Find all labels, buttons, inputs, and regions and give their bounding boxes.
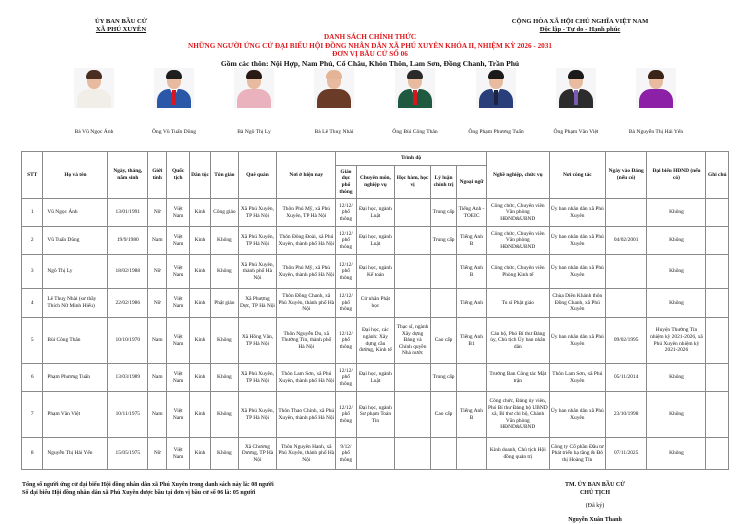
candidate-photo — [55, 68, 133, 135]
table-row — [22, 199, 729, 227]
cell-gender: Nữ — [148, 199, 167, 227]
candidate-photos — [55, 68, 684, 150]
cell-language — [457, 364, 487, 392]
cell-language — [457, 438, 487, 470]
cell-ethnicity: Kinh — [189, 255, 210, 289]
cell-name: Ngô Thị Ly — [43, 255, 108, 289]
cell-religion: Không — [211, 227, 238, 255]
cell-workplace: Thôn Lam Sơn, xã Phú Xuyên — [549, 364, 605, 392]
cell-ethnicity: Kinh — [189, 318, 210, 364]
col-name: Họ và tên — [43, 152, 108, 199]
cell-party-date: 05/11/2014 — [605, 364, 647, 392]
cell-degree — [395, 199, 431, 227]
cell-nationality: Việt Nam — [167, 289, 189, 318]
cell-language: Tiếng Anh - TOEIC — [457, 199, 487, 227]
col-language: Ngoại ngữ — [457, 166, 487, 199]
cell-hometown: Xã Phú Xuyên, TP Hà Nội — [238, 227, 277, 255]
cell-residence: Thôn Lam Sơn, xã Phú Xuyên, thành phố Hà Nội — [277, 364, 336, 392]
cell-council: Không — [647, 199, 706, 227]
cell-degree — [395, 227, 431, 255]
cell-religion: Không — [211, 392, 238, 438]
cell-general-edu: 12/12/ phổ thông — [336, 199, 356, 227]
cell-hometown: Xã Phú Xuyên, thành phố Hà Nội — [238, 255, 277, 289]
cell-specialty: Đại học, ngành Sư phạm Toán Tin — [356, 392, 395, 438]
cell-language: Tiếng Anh B — [457, 227, 487, 255]
cell-politics — [430, 255, 456, 289]
document-title — [150, 33, 590, 69]
authority-line-1: ỦY BAN BẦU CỬ — [94, 18, 148, 25]
cell-nationality: Việt Nam — [167, 364, 189, 392]
cell-party-date — [605, 255, 647, 289]
table-row — [22, 318, 729, 364]
cell-degree — [395, 255, 431, 289]
cell-religion: Phật giáo — [211, 289, 238, 318]
col-gender: Giới tính — [148, 152, 167, 199]
cell-degree — [395, 364, 431, 392]
cell-note — [706, 364, 729, 392]
cell-general-edu: 9/12/ phổ thông — [336, 438, 356, 470]
cell-note — [706, 227, 729, 255]
cell-religion: Công giáo — [211, 199, 238, 227]
cell-language: Tiếng Anh B — [457, 255, 487, 289]
cell-note — [706, 199, 729, 227]
portrait-image — [314, 68, 354, 108]
cell-workplace: Ủy ban nhân dân xã Phú Xuyên — [549, 392, 605, 438]
cell-politics: Cao cấp — [430, 392, 456, 438]
cell-general-edu: 12/12/ phổ thông — [336, 318, 356, 364]
portrait-image — [636, 68, 676, 108]
sign-status: (Đã ký) — [585, 503, 605, 510]
cell-dob: 18/02/1988 — [108, 255, 148, 289]
table-row — [22, 392, 729, 438]
cell-ethnicity: Kinh — [189, 227, 210, 255]
cell-stt: 3 — [22, 255, 43, 289]
cell-politics — [430, 438, 456, 470]
cell-dob: 10/11/1975 — [108, 392, 148, 438]
cell-note — [706, 289, 729, 318]
authority-line-2: XÃ PHÚ XUYÊN — [95, 26, 147, 33]
cell-degree — [395, 438, 431, 470]
title-line-2: NHỮNG NGƯỜI ỨNG CỬ ĐẠI BIỂU HỘI ĐỒNG NHÂN DÂN XÃ PHÚ XUYÊN KHÓA II, NHIỆM KỲ 2026 - 2031 — [188, 41, 552, 50]
col-ethnicity: Dân tộc — [189, 152, 210, 199]
table-row — [22, 255, 729, 289]
col-specialty: Chuyên môn, nghiệp vụ — [356, 166, 395, 199]
portrait-image — [74, 68, 114, 108]
cell-dob: 13/01/1991 — [108, 199, 148, 227]
candidate-photo — [135, 68, 213, 135]
cell-general-edu: 12/12/ phổ thông — [336, 364, 356, 392]
col-education-group: Trình độ — [336, 152, 487, 166]
cell-dob: 19/9/1980 — [108, 227, 148, 255]
cell-party-date: 23/10/1998 — [605, 392, 647, 438]
cell-politics — [430, 289, 456, 318]
cell-language: Tiếng Anh — [457, 289, 487, 318]
cell-name: Lê Thuỵ Nhài (sư thầy Thích Nữ Minh Hiếu) — [43, 289, 108, 318]
cell-party-date: 07/11/2025 — [605, 438, 647, 470]
col-religion: Tôn giáo — [211, 152, 238, 199]
cell-stt: 5 — [22, 318, 43, 364]
col-hometown: Quê quán — [238, 152, 277, 199]
cell-specialty: Cử nhân Phật học — [356, 289, 395, 318]
cell-workplace: Chùa Diên Khánh thôn Đồng Chanh, xã Phú Xuyên — [549, 289, 605, 318]
col-residence: Nơi ở hiện nay — [277, 152, 336, 199]
portrait-image — [395, 68, 435, 108]
cell-workplace: Công ty Cổ phần Đầu tư Phát triển hạ tầng & Đô thị Hoàng Tín — [549, 438, 605, 470]
cell-council: Không — [647, 438, 706, 470]
cell-ethnicity: Kinh — [189, 289, 210, 318]
photo-caption: Bà Ngô Thị Ly — [237, 129, 271, 135]
col-stt: STT — [22, 152, 43, 199]
portrait-image — [234, 68, 274, 108]
cell-degree: Thạc sĩ, ngành Xây dựng Đảng và Chính quyền Nhà nước — [395, 318, 431, 364]
photo-caption: Bà Vũ Ngọc Ánh — [74, 129, 114, 135]
cell-party-date: 04/02/2001 — [605, 227, 647, 255]
cell-politics: Trung cấp — [430, 199, 456, 227]
cell-gender: Nữ — [148, 255, 167, 289]
col-dob: Ngày, tháng, năm sinh — [108, 152, 148, 199]
table-row — [22, 289, 729, 318]
cell-council: Huyện Thường Tín nhiệm kỳ 2021-2026, xã Phú Xuyên nhiệm kỳ 2021-2026 — [647, 318, 706, 364]
table-row — [22, 438, 729, 470]
cell-nationality: Việt Nam — [167, 392, 189, 438]
cell-stt: 8 — [22, 438, 43, 470]
col-politics: Lý luận chính trị — [430, 166, 456, 199]
cell-occupation: Trưởng Ban Công tác Mặt trận — [486, 364, 549, 392]
cell-ethnicity: Kinh — [189, 199, 210, 227]
cell-stt: 6 — [22, 364, 43, 392]
cell-religion: Không — [211, 364, 238, 392]
cell-council: Không — [647, 364, 706, 392]
cell-residence: Thôn Phú Mỹ, xã Phú Xuyên, thành phố Hà Nội — [277, 255, 336, 289]
col-note: Ghi chú — [706, 152, 729, 199]
candidate-photo — [537, 68, 615, 135]
cell-residence: Thôn Phú Mỹ, xã Phú Xuyên, TP Hà Nội — [277, 199, 336, 227]
cell-note — [706, 318, 729, 364]
cell-religion: Không — [211, 255, 238, 289]
cell-occupation: Công chức, Đảng ủy viên, Phó Bí thư Đảng bộ UBND xã, Bí thư chi bộ, Chánh Văn phòng HĐND&UBND — [486, 392, 549, 438]
photo-caption: Ông Vũ Tuấn Dũng — [151, 129, 197, 135]
table-row — [22, 227, 729, 255]
cell-dob: 10/10/1970 — [108, 318, 148, 364]
cell-degree — [395, 392, 431, 438]
elected-count: Số đại biểu Hội đồng nhân dân xã Phú Xuyên được bầu tại đơn vị bầu cử số 06 là: 05 người — [22, 489, 256, 496]
cell-party-date: 09/02/1995 — [605, 318, 647, 364]
cell-name: Vũ Ngọc Ánh — [43, 199, 108, 227]
cell-nationality: Việt Nam — [167, 199, 189, 227]
candidate-table — [21, 151, 729, 470]
cell-gender: Nữ — [148, 289, 167, 318]
cell-general-edu: 12/12/ phổ thông — [336, 227, 356, 255]
cell-ethnicity: Kinh — [189, 364, 210, 392]
cell-stt: 2 — [22, 227, 43, 255]
candidate-photo — [617, 68, 695, 135]
photo-caption: Ông Bùi Công Thân — [392, 129, 438, 135]
cell-name: Nguyễn Thị Hải Yến — [43, 438, 108, 470]
candidate-photo — [215, 68, 293, 135]
cell-occupation: Công chức, Chuyên viên Văn phòng HĐND&UBND — [486, 227, 549, 255]
cell-hometown: Xã Chương Dương, TP Hà Nội — [238, 438, 277, 470]
candidate-photo — [295, 68, 373, 135]
photo-caption: Ông Phạm Văn Việt — [553, 129, 599, 135]
cell-occupation: Công chức, Chuyên viên Phòng Kinh tế — [486, 255, 549, 289]
portrait-image — [556, 68, 596, 108]
title-line-3: ĐƠN VỊ BẦU CỬ SỐ 06 — [332, 50, 408, 59]
signature-block — [530, 482, 660, 524]
col-workplace: Nơi công tác — [549, 152, 605, 199]
cell-note — [706, 438, 729, 470]
cell-gender: Nữ — [148, 438, 167, 470]
table-row — [22, 364, 729, 392]
cell-gender: Nam — [148, 364, 167, 392]
cell-occupation: Cán bộ, Phó Bí thư Đảng ủy, Chủ tịch Ủy ban nhân dân — [486, 318, 549, 364]
col-nationality: Quốc tịch — [167, 152, 189, 199]
cell-religion: Không — [211, 438, 238, 470]
cell-nationality: Việt Nam — [167, 227, 189, 255]
cell-hometown: Xã Phượng Dực, TP Hà Nội — [238, 289, 277, 318]
cell-general-edu: 12/12/ phổ thông — [336, 392, 356, 438]
cell-dob: 22/02/1986 — [108, 289, 148, 318]
cell-note — [706, 255, 729, 289]
cell-specialty: Đại học, ngành Luật — [356, 199, 395, 227]
cell-gender: Nam — [148, 227, 167, 255]
cell-specialty: Đại học, ngành Kế toán — [356, 255, 395, 289]
cell-name: Vũ Tuấn Dũng — [43, 227, 108, 255]
cell-general-edu: 12/12/ phổ thông — [336, 289, 356, 318]
portrait-image — [154, 68, 194, 108]
cell-occupation: Tu sĩ Phật giáo — [486, 289, 549, 318]
cell-occupation: Kinh doanh, Chủ tịch Hội đồng quản trị — [486, 438, 549, 470]
cell-hometown: Xã Hồng Vân, TP Hà Nội — [238, 318, 277, 364]
photo-caption: Bà Lê Thuỵ Nhài — [314, 129, 354, 135]
cell-gender: Nam — [148, 392, 167, 438]
cell-workplace: Ủy ban nhân dân xã Phú Xuyên — [549, 318, 605, 364]
cell-general-edu: 12/12/ phổ thông — [336, 255, 356, 289]
sign-org: TM. ỦY BAN BẦU CỬ — [564, 482, 626, 488]
cell-council: Không — [647, 392, 706, 438]
cell-name: Bùi Công Thân — [43, 318, 108, 364]
cell-nationality: Việt Nam — [167, 438, 189, 470]
cell-party-date — [605, 199, 647, 227]
cell-hometown: Xã Phú Xuyên, TP Hà Nội — [238, 364, 277, 392]
cell-specialty: Đại học, ngành Luật — [356, 364, 395, 392]
cell-gender: Nam — [148, 318, 167, 364]
cell-nationality: Việt Nam — [167, 318, 189, 364]
cell-ethnicity: Kinh — [189, 392, 210, 438]
cell-politics: Trung cấp — [430, 227, 456, 255]
national-motto — [480, 18, 680, 34]
cell-language: Tiếng Anh B1 — [457, 318, 487, 364]
cell-specialty — [356, 438, 395, 470]
cell-stt: 7 — [22, 392, 43, 438]
cell-name: Phạm Văn Việt — [43, 392, 108, 438]
cell-council: Không — [647, 255, 706, 289]
cell-council: Không — [647, 289, 706, 318]
cell-residence: Thôn Nguyễn Du, xã Thường Tín, thành phố Hà Nội — [277, 318, 336, 364]
cell-name: Phạm Phương Tuấn — [43, 364, 108, 392]
cell-residence: Thôn Thao Chính, xã Phú Xuyên, thành phố Hà Nội — [277, 392, 336, 438]
col-general-edu: Giáo dục phổ thông — [336, 166, 356, 199]
cell-note — [706, 392, 729, 438]
cell-hometown: Xã Phú Xuyên, TP Hà Nội — [238, 392, 277, 438]
cell-workplace: Ủy ban nhân dân xã Phú Xuyên — [549, 255, 605, 289]
cell-residence: Thôn Đông Đoài, xã Phú Xuyên, thành phố Hà Nội — [277, 227, 336, 255]
cell-dob: 13/03/1989 — [108, 364, 148, 392]
issuing-authority — [66, 18, 176, 34]
cell-stt: 4 — [22, 289, 43, 318]
title-line-1: DANH SÁCH CHÍNH THỨC — [323, 33, 417, 41]
sign-name: Nguyễn Xuân Thanh — [568, 516, 622, 523]
cell-residence: Thôn Nguyên Hanh, xã Phú Xuyên, thành phố Hà Nội — [277, 438, 336, 470]
sign-title: CHỦ TỊCH — [579, 489, 611, 496]
cell-council: Không — [647, 227, 706, 255]
portrait-image — [476, 68, 516, 108]
col-council: Đại biểu HĐND (nếu có) — [647, 152, 706, 199]
cell-dob: 15/05/1975 — [108, 438, 148, 470]
totals-block — [22, 482, 274, 497]
cell-workplace: Ủy ban nhân dân xã Phú Xuyên — [549, 199, 605, 227]
motto-line-2: Độc lập - Tự do - Hạnh phúc — [539, 26, 621, 33]
cell-language: Tiếng Anh B — [457, 392, 487, 438]
cell-specialty: Đại học, ngành Luật — [356, 227, 395, 255]
cell-ethnicity: Kinh — [189, 438, 210, 470]
total-candidates: Tổng số người ứng cử đại biểu Hội đồng nhân dân xã Phú Xuyên trong danh sách này là: 08 người — [22, 482, 274, 488]
cell-specialty: Đại học, các ngành: Xây dựng cầu đường, Kinh tế — [356, 318, 395, 364]
cell-religion: Không — [211, 318, 238, 364]
cell-occupation: Công chức, Chuyên viên Văn phòng HĐND&UBND — [486, 199, 549, 227]
photo-caption: Bà Nguyễn Thị Hải Yến — [628, 129, 684, 135]
col-degree: Học hàm, học vị — [395, 166, 431, 199]
cell-stt: 1 — [22, 199, 43, 227]
cell-degree — [395, 289, 431, 318]
col-occupation: Nghề nghiệp, chức vụ — [486, 152, 549, 199]
cell-residence: Thôn Đồng Chanh, xã Phú Xuyên, thành phố Hà Nội — [277, 289, 336, 318]
cell-politics: Trung cấp — [430, 364, 456, 392]
title-subtitle: Gồm các thôn: Nội Hợp, Nam Phú, Cổ Châu, Khôn Thôn, Lam Sơn, Đồng Chanh, Trần Phú — [220, 58, 520, 68]
motto-line-1: CỘNG HÒA XÃ HỘI CHỦ NGHĨA VIỆT NAM — [511, 18, 649, 25]
cell-workplace: Ủy ban nhân dân xã Phú Xuyên — [549, 227, 605, 255]
photo-caption: Ông Phạm Phương Tuấn — [468, 129, 524, 135]
col-party-date: Ngày vào Đảng (nếu có) — [605, 152, 647, 199]
cell-politics: Cao cấp — [430, 318, 456, 364]
candidate-photo — [457, 68, 535, 135]
cell-hometown: Xã Phú Xuyên, TP Hà Nội — [238, 199, 277, 227]
cell-party-date — [605, 289, 647, 318]
cell-nationality: Việt Nam — [167, 255, 189, 289]
candidate-photo — [376, 68, 454, 135]
